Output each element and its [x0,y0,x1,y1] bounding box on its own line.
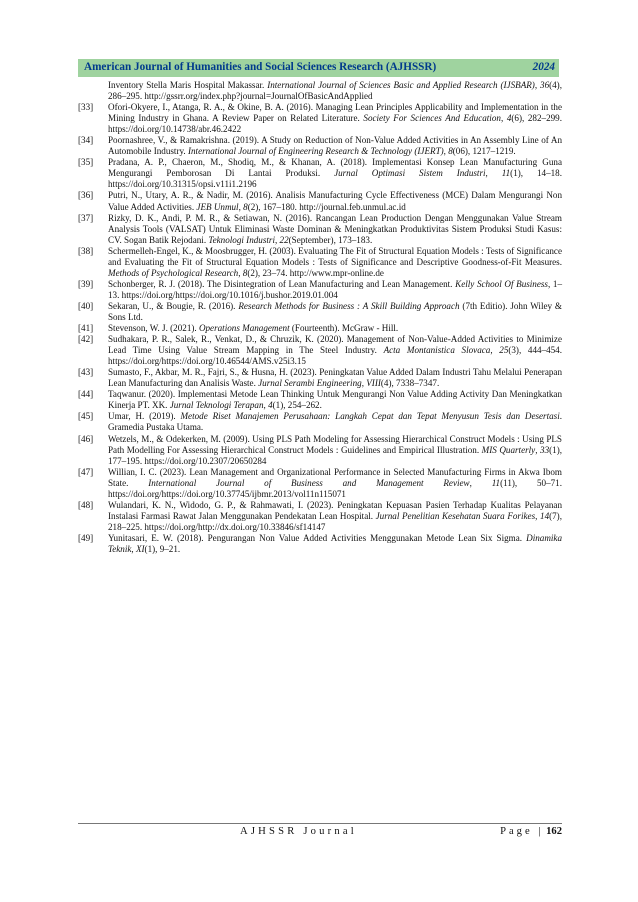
reference-number: [37] [78,212,94,223]
reference-segment: Schermelleh-Engel, K., & Moosbrugger, H. (2003). Evaluating The Fit of Structural Equation Models : Tests of Significance and Evaluating the Fit of Structural Equation Models : Tests of Significance and Descriptive Goodness-of-Fit Measures. [108,245,562,267]
reference-italic-segment: International Journal of Business and Management Review [148,477,470,488]
reference-text [108,467,562,500]
reference-segment: , [535,510,541,521]
reference-entry [78,533,562,555]
reference-segment: (Fourteenth). McGraw - Hill. [289,323,399,334]
reference-segment: Ofori-Okyere, I., Atanga, R. A., & Okine, B. A. (2016). Managing Lean Principles Applicability and Implementation in the Mining Industry in Ghana. A Review Paper on Related Literature. [108,102,562,124]
reference-text [108,533,562,555]
reference-entry [78,80,562,102]
reference-italic-segment: Kelly School Of Business [455,278,548,289]
reference-italic-segment: Acta Montanistica Slovaca [383,345,491,356]
reference-number: [48] [78,499,94,510]
reference-segment: , [469,477,492,488]
reference-italic-segment: 8 [242,267,248,278]
reference-text [108,500,562,533]
reference-number [78,80,108,102]
reference-segment: Wulandari, K. N., Widodo, G. P., & Rahmawati, I. (2023). Peningkatan Kepuasan Pasien Terhadap Kualitas Pelayanan Instalasi Farmasi Rawat Jalan Menggunakan Pendekatan Lean Hospital. [108,499,562,521]
reference-text [108,389,562,411]
reference-entry [78,500,562,533]
reference-italic-segment: Operations Management [198,323,290,334]
reference-number: [44] [78,389,94,400]
reference-segment: (6), 282–299. https://doi.org/10.14738/abr.46.2422 [108,113,562,135]
page-number: 162 [546,826,562,837]
reference-entry [78,411,562,433]
reference-number: [41] [78,323,94,334]
reference-segment: (7), 218–225. https://doi.org/http://dx.doi.org/10.33846/sf14147 [108,510,562,532]
reference-entry [78,434,562,467]
reference-number: [36] [78,190,94,201]
reference-entry [78,190,562,212]
reference-segment: , 1–13. https://doi.org/https://doi.org/10.1016/j.bushor.2019.01.004 [108,278,562,300]
reference-segment: Stevenson, W. J. (2021). [108,323,199,334]
reference-segment: (4), 286–295. http://gssrr.org/index.php?journal=JournalOfBasicAndApplied [108,80,562,102]
reference-segment: , [263,400,269,411]
reference-italic-segment: 22 [279,234,289,245]
reference-segment: (2), 23–74. http://www.mpr-online.de [247,267,384,278]
reference-entry [78,213,562,246]
reference-entry [78,334,562,367]
reference-segment: Wetzels, M., & Odekerken, M. (2009). Using PLS Path Modeling for Assessing Hierarchical Construct Models : Using PLS Path Modelling For Assessing Hierarchical Construct Models : Guidelines and Empirical Illustration. [108,433,562,455]
reference-italic-segment: 33 [540,444,550,455]
reference-segment: Sekaran, U., & Bougie, R. (2016). [108,300,239,311]
reference-text [108,334,562,367]
reference-number: [45] [78,411,94,422]
reference-segment: (1), 9–21. [144,543,181,554]
reference-italic-segment: 11 [501,168,511,179]
reference-italic-segment: 8 [243,201,248,212]
reference-segment: Poornashree, V., & Ramakrishna. (2019). A Study on Reduction of Non-Value Added Activities in An Assembly Line of An Automobile Industry. [108,135,562,157]
reference-italic-segment: Jurnal Teknologi Terapan [169,400,264,411]
reference-text [108,246,562,279]
reference-segment: Inventory Stella Maris Hospital Makassar. [108,80,268,90]
reference-italic-segment: 11 [491,477,501,488]
reference-segment: (06), 1217–1219. [452,146,516,157]
page-label: Page | [500,826,544,837]
reference-text [108,323,562,334]
reference-segment: (3), 444–454. https://doi.org/https://doi.org/10.46544/AMS.v25i3.15 [108,345,562,367]
footer-page-number [500,826,562,837]
reference-italic-segment: Jurnal Penelitian Kesehatan Suara Forikes [375,510,536,521]
reference-text [108,135,562,157]
reference-number: [35] [78,157,94,168]
reference-segment: , [443,146,449,157]
reference-number: [47] [78,466,94,477]
reference-segment: , [490,345,500,356]
reference-text [108,434,562,467]
reference-segment: Willian, I. C. (2023). Lean Management and Organizational Performance in Selected Manufacturing Firms in Akwa Ibom State. [108,466,562,488]
reference-segment: (1), 177–195. https://doi.org/10.2307/20650284 [108,444,563,466]
reference-segment: (11), 50–71. https://doi.org/https://doi.org/10.37745/ijbmr.2013/vol11n115071 [108,477,563,499]
reference-segment: , [534,80,541,90]
reference-segment: Putri, N., Utary, A. R., & Nadir, M. (2016). Analisis Manufacturing Cycle Effectiveness (MCE) Dalam Mengurangi Non Value Added Activities. [108,190,562,212]
reference-entry [78,102,562,135]
reference-italic-segment: 25 [499,345,509,356]
reference-segment: Yunitasari, E. W. (2018). Pengurangan Non Value Added Activities Menggunakan Metode Lean Six Sigma. [108,532,527,543]
reference-entry [78,301,562,323]
reference-segment: , [500,113,507,124]
reference-entry [78,135,562,157]
reference-segment: Rizky, D. K., Andi, P. M. R., & Setiawan, N. (2016). Rancangan Lean Production Dengan Menggunakan Value Stream Analysis Tools (VALSAT) Untuk Eliminasi Waste Dominan & Meningkatkan Produktivitas Sistem Produksi Studi Kasus: CV. Sogan Batik Rejodani. [108,212,562,245]
reference-segment: (2), 167–180. http://journal.feb.unmul.ac.id [247,201,406,212]
reference-italic-segment: 4 [268,400,273,411]
reference-number: [38] [78,245,94,256]
reference-text [108,80,562,102]
reference-italic-segment: Jurnal Serambi Engineering [258,378,362,389]
footer-divider [78,823,562,824]
reference-segment: Umar, H. (2019). [108,411,181,422]
journal-title: American Journal of Humanities and Social Sciences Research (AJHSSR) [84,61,437,73]
reference-italic-segment: Methods of Psychological Research [108,267,239,278]
reference-number: [46] [78,433,94,444]
reference-entry [78,246,562,279]
reference-segment: Pradana, A. P., Chaeron, M., Shodiq, M., & Khanan, A. (2018). Implementasi Konsep Lean Manufacturing Guna Mengurangi Pemborosan Di Lantai Produksi. [108,157,562,179]
reference-italic-segment: 8 [448,146,453,157]
reference-segment: (September), 173–183. [288,234,373,245]
reference-number: [39] [78,278,94,289]
reference-entry [78,157,562,190]
reference-number: [33] [78,102,94,113]
reference-entry [78,467,562,500]
reference-text [108,190,562,212]
journal-header-bar [78,59,559,77]
reference-italic-segment: XI [135,543,145,554]
reference-segment: (7th Editio). John Wiley & Sons Ltd. [108,300,562,322]
publication-year: 2024 [532,61,555,73]
reference-italic-segment: Research Methods for Business : A Skill Building Approach [238,300,460,311]
reference-text [108,102,562,135]
reference-italic-segment: MIS Quarterly [481,444,536,455]
reference-italic-segment: JEB Unmul [196,201,239,212]
reference-number: [42] [78,334,94,345]
reference-entry [78,389,562,411]
reference-segment: (1), 254–262. [272,400,322,411]
reference-text [108,279,562,301]
reference-number: [40] [78,300,94,311]
reference-segment: , [238,267,243,278]
reference-list [78,80,562,555]
reference-text [108,411,562,433]
reference-segment: , [361,378,367,389]
reference-text [108,301,562,323]
reference-text [108,367,562,389]
reference-text [108,157,562,190]
reference-text [108,213,562,246]
reference-italic-segment: Dinamika Teknik [108,532,562,554]
reference-segment: Sudhakara, P. R., Salek, R., Venkat, D., & Chruzik, K. (2020). Management of Non-Value-Added Activities to Minimize Lead Time Using Value Stream Mapping in The Steel Industry. [108,334,562,356]
reference-entry [78,323,562,334]
reference-segment: (4), 7338–7347. [380,378,440,389]
reference-italic-segment: Metode Riset Manajemen Perusahaan: Langkah Cepat dan Tepat Menyusun Tesis dan Desertasi [180,411,560,422]
reference-segment: Schonberger, R. J. (2018). The Disintegration of Lean Manufacturing and Lean Management. [108,278,456,289]
reference-number: [43] [78,367,94,378]
reference-entry [78,367,562,389]
reference-italic-segment: 4 [506,113,512,124]
reference-italic-segment: 14 [540,510,550,521]
reference-italic-segment: Jurnal Optimasi Sistem Industri [334,168,486,179]
reference-italic-segment: 36 [540,80,550,90]
reference-segment: (1), 14–18. https://doi.org/10.31315/opsi.v11i1.2196 [108,168,562,190]
reference-segment: . Gramedia Pustaka Utama. [108,411,563,433]
reference-italic-segment: International Journal of Engineering Research & Technology (IJERT) [187,146,444,157]
reference-segment: Sumasto, F., Akbar, M. R., Fajri, S., & Husna, H. (2023). Peningkatan Value Added Dalam Industri Tahu Melalui Penerapan Lean Manufacturing dan Analisis Waste. [108,367,562,389]
reference-italic-segment: International Journal of Sciences Basic and Applied Research (IJSBAR) [267,80,535,90]
reference-number: [49] [78,532,94,543]
reference-segment: , [485,168,502,179]
reference-segment: , [238,201,244,212]
reference-segment: , [131,543,136,554]
reference-entry [78,279,562,301]
reference-italic-segment: VIII [366,378,381,389]
reference-segment: Taqwanur. (2020). Implementasi Metode Lean Thinking Untuk Mengurangi Non Value Adding Activity Dan Meningkatkan Kinerja PT. XK. [108,389,562,411]
footer-journal-name: AJHSSR Journal [240,826,357,837]
reference-italic-segment: Society For Sciences And Education [363,113,501,124]
reference-segment: , [535,444,541,455]
reference-segment: , [274,234,280,245]
reference-number: [34] [78,135,94,146]
reference-italic-segment: Teknologi Industri [208,234,275,245]
